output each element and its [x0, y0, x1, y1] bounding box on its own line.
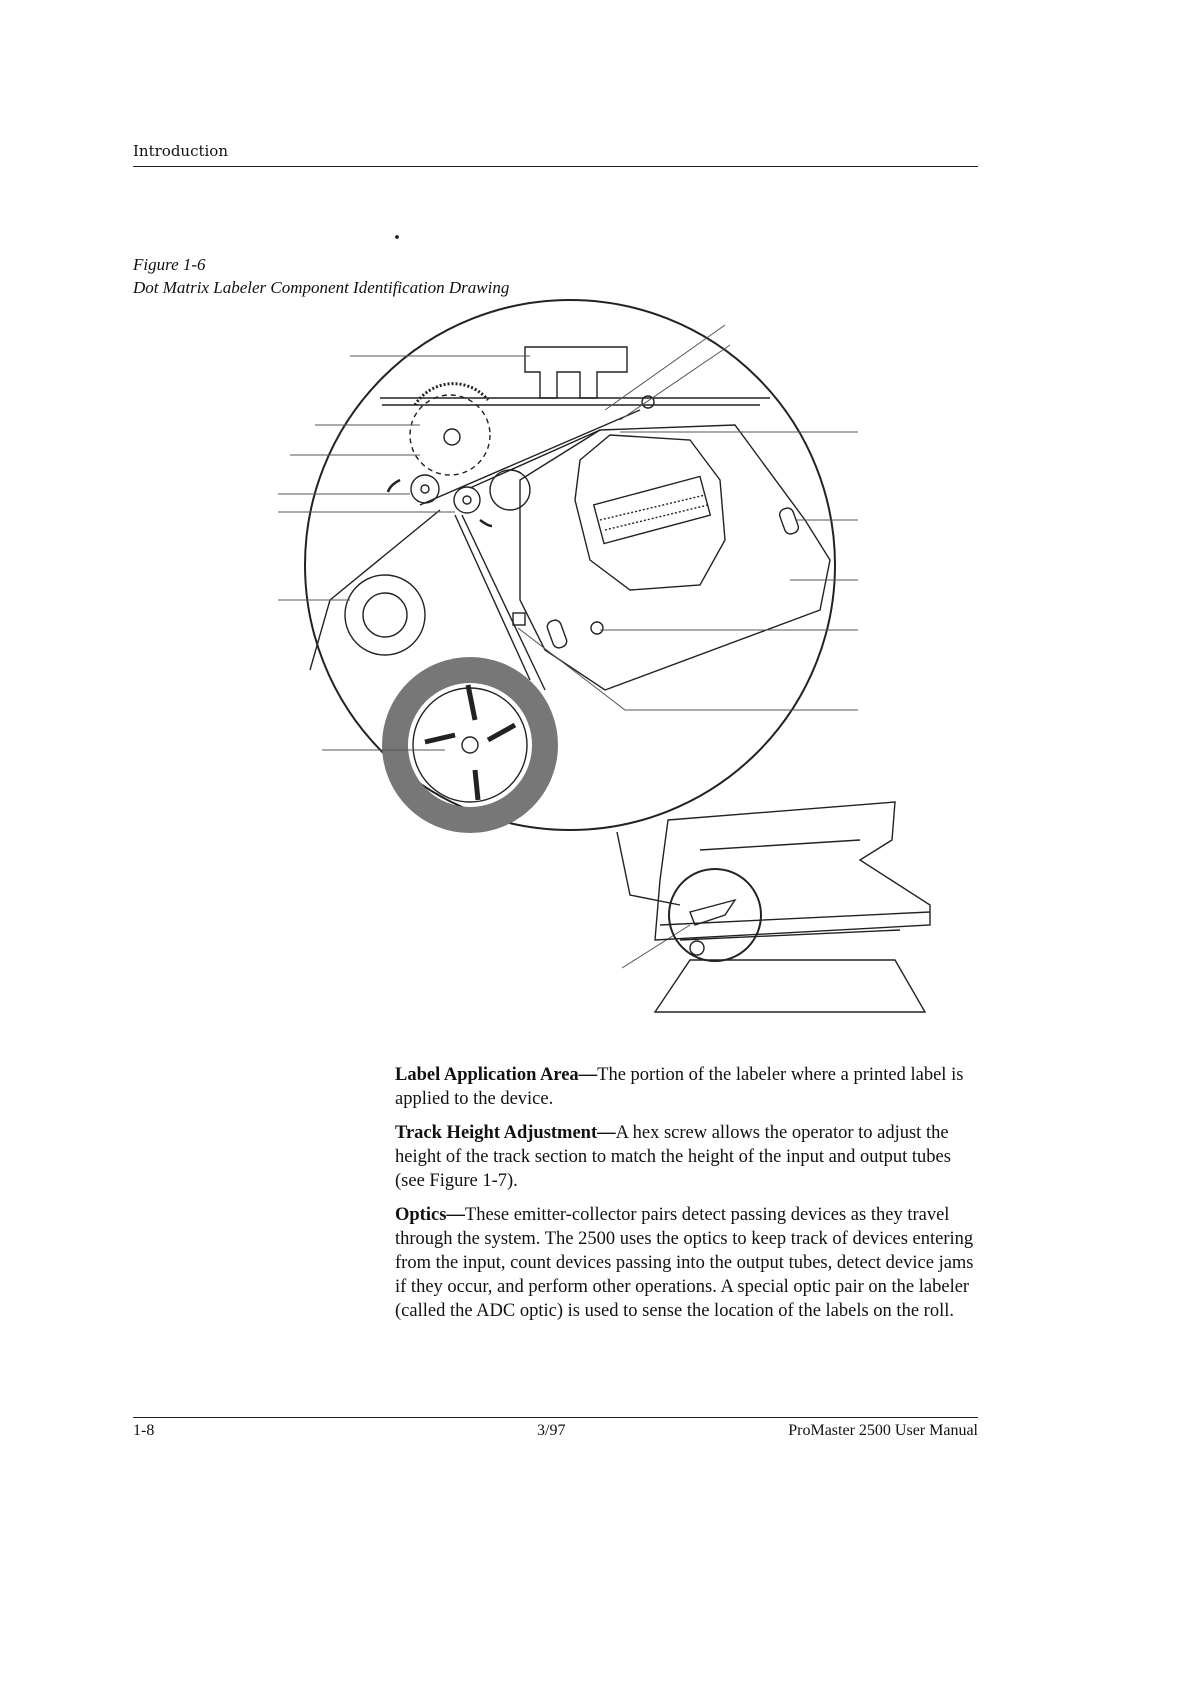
definition-track-height-adjustment [395, 1121, 985, 1193]
footer-date: 3/97 [537, 1422, 566, 1439]
em-dash: — [597, 1123, 616, 1143]
page-number: 1-8 [133, 1422, 155, 1439]
definitions-list [395, 1063, 985, 1333]
definition-text: These emitter-collector pairs detect passing devices as they travel through the system. The 2500 uses the optics to keep track of devices entering from the input, count devices passing into the output tubes, detect device jams if they occur, and perform other operations. A special optic pair on the labeler (called the ADC optic) is used to sense the location of the labels on the roll. [395, 1205, 974, 1321]
running-header: Introduction [133, 142, 228, 160]
definition-optics [395, 1203, 985, 1323]
em-dash: — [578, 1065, 598, 1085]
definition-label-application-area [395, 1063, 985, 1111]
figure-title: Dot Matrix Labeler Component Identification Drawing [133, 278, 510, 297]
definition-term: Optics [395, 1205, 447, 1225]
definition-text: The portion of the labeler where a printed label is applied to the device. [395, 1065, 964, 1109]
definition-term: Label Application Area [395, 1065, 579, 1085]
figure-number: Figure 1-6 [133, 255, 206, 274]
footer-manual-title: ProMaster 2500 User Manual [788, 1422, 978, 1439]
footer-rule [133, 1417, 978, 1418]
definition-term: Track Height Adjustment [395, 1123, 598, 1143]
em-dash: — [446, 1205, 465, 1225]
definition-text: A hex screw allows the operator to adjust the height of the track section to match the height of the input and output tubes (see Figure 1-7). [395, 1123, 951, 1191]
